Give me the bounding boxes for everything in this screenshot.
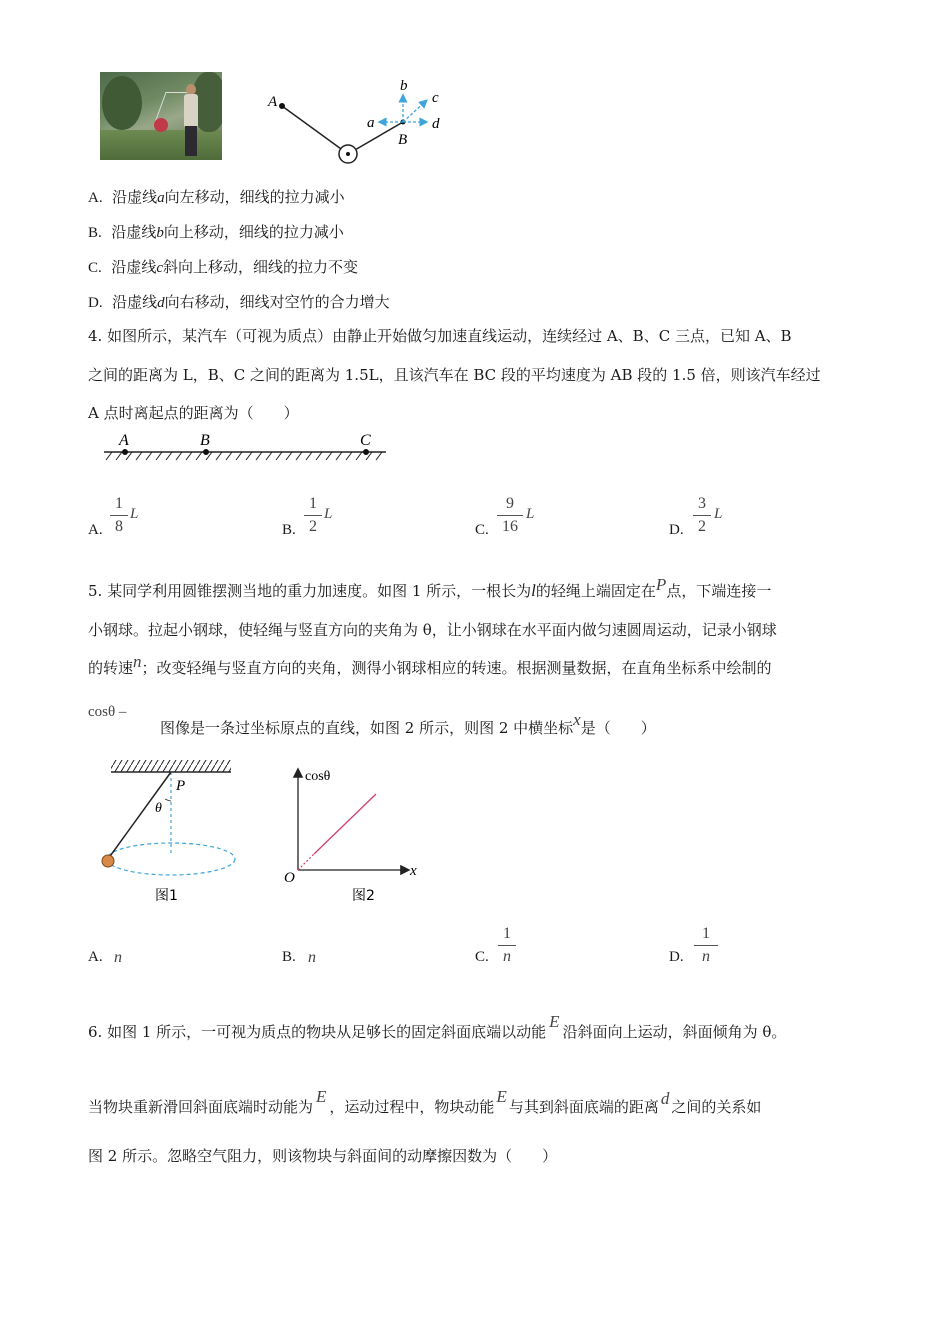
q6-stem-line3: 图 2 所示。忽略空气阻力，则该物块与斜面间的动摩擦因数为（ ） xyxy=(88,1147,558,1165)
cos-theta-graph-figure xyxy=(278,762,428,907)
label-d: d xyxy=(432,116,440,132)
fraction: 3 2 xyxy=(693,494,711,537)
ground-hatch-mark xyxy=(196,452,202,460)
ground-hatch-mark xyxy=(116,452,122,460)
point-B-dot xyxy=(203,449,209,455)
ground-hatch-mark xyxy=(376,452,382,460)
fraction: 9 16 xyxy=(497,494,523,537)
abc-track-diagram xyxy=(100,428,390,468)
q3-option-c[interactable]: C. 沿虚线c斜向上移动，细线的拉力不变 xyxy=(88,258,359,276)
label-B: B xyxy=(398,132,408,148)
fraction: 1 8 xyxy=(110,494,128,537)
fraction: 1 2 xyxy=(304,494,322,537)
ground-hatch-mark xyxy=(256,452,262,460)
fig1-caption: 图1 xyxy=(155,888,178,904)
fig2-origin: O xyxy=(284,870,295,886)
ground-hatch-mark xyxy=(146,452,152,460)
track-label-A: A xyxy=(119,432,129,449)
ground-hatch-mark xyxy=(186,452,192,460)
ground-hatch-mark xyxy=(316,452,322,460)
fig1-theta-label: θ xyxy=(155,801,162,816)
label-b: b xyxy=(400,78,408,94)
q3-option-a[interactable]: A. 沿虚线a向左移动，细线的拉力减小 xyxy=(88,188,345,206)
q3-option-d[interactable]: D. 沿虚线d向右移动，细线对空竹的合力增大 xyxy=(88,293,390,311)
ground-hatch-mark xyxy=(226,452,232,460)
q5-stem-line3: 的转速n；改变轻绳与竖直方向的夹角，测得小钢球相应的转速。根据测量数据，在直角坐标系中绘制的 xyxy=(88,652,772,677)
ground-hatch-mark xyxy=(296,452,302,460)
ground-hatch-mark xyxy=(276,452,282,460)
ground-hatch-mark xyxy=(106,452,112,460)
fig2-ylabel: cosθ xyxy=(305,769,331,784)
steel-ball xyxy=(102,855,114,867)
fig2-caption: 图2 xyxy=(352,888,375,904)
ground-hatch-mark xyxy=(286,452,292,460)
point-A-dot xyxy=(122,449,128,455)
q3-option-b[interactable]: B. 沿虚线b向上移动，细线的拉力减小 xyxy=(88,223,344,241)
q5-stem-line4: 图像是一条过坐标原点的直线，如图 2 所示，则图 2 中横坐标x是（ ） xyxy=(160,710,656,737)
label-A: A xyxy=(268,94,278,110)
fraction: 1 n xyxy=(498,924,516,967)
fig1-P-label: P xyxy=(176,778,186,794)
q4-stem-line3: A 点时离起点的距离为（ ） xyxy=(88,404,299,422)
q4-stem-line2: 之间的距离为 L，B、C 之间的距离为 1.5L，且该汽车在 BC 段的平均速度为 AB 段的 1.5 倍，则该汽车经过 xyxy=(88,366,821,384)
ground-hatch-mark xyxy=(356,452,362,460)
fraction: 1 n xyxy=(694,924,718,967)
graph-line xyxy=(314,794,376,854)
circular-path xyxy=(107,843,235,875)
ground-hatch-mark xyxy=(136,452,142,460)
yo-yo-photo xyxy=(100,72,222,160)
label-c: c xyxy=(432,90,439,106)
ground-hatch-mark xyxy=(346,452,352,460)
q6-stem-line1: 6. 如图 1 所示，一可视为质点的物块从足够长的固定斜面底端以动能E沿斜面向上运动，斜面倾角为 θ。 xyxy=(88,1012,787,1041)
ground-hatch-mark xyxy=(246,452,252,460)
ground-hatch-mark xyxy=(326,452,332,460)
point-a-dot xyxy=(279,103,285,109)
q5-cos-theta-label: cosθ – xyxy=(88,704,127,720)
q5-stem-line1: 5. 某同学利用圆锥摆测当地的重力加速度。如图 1 所示，一根长为l的轻绳上端固定在P点，下端连接一 xyxy=(88,575,772,600)
track-label-C: C xyxy=(360,432,371,449)
ground-hatch-mark xyxy=(156,452,162,460)
graph-line-dashed xyxy=(298,854,314,870)
track-label-B: B xyxy=(200,432,210,449)
label-a: a xyxy=(367,115,375,131)
q4-stem-line1: 4. 如图所示，某汽车（可视为质点）由静止开始做匀加速直线运动，连续经过 A、B、C 三点，已知 A、B xyxy=(88,327,792,345)
ground-hatch-mark xyxy=(336,452,342,460)
ground-hatch-mark xyxy=(216,452,222,460)
conical-pendulum-figure xyxy=(95,755,245,905)
q6-stem-line2: 当物块重新滑回斜面底端时动能为E，运动过程中，物块动能E与其到斜面底端的距离 d 之间的关系如 xyxy=(88,1087,762,1116)
arrow-c xyxy=(403,101,426,122)
ground-hatch-mark xyxy=(166,452,172,460)
q5-stem-line2: 小钢球。拉起小钢球，使轻绳与竖直方向的夹角为 θ，让小钢球在水平面内做匀速圆周运动，记录小钢球 xyxy=(88,621,777,639)
ground-hatch-mark xyxy=(266,452,272,460)
ground-hatch-mark xyxy=(306,452,312,460)
point-C-dot xyxy=(363,449,369,455)
string-left xyxy=(282,106,348,154)
string-direction-diagram xyxy=(260,72,460,172)
ground-hatch-mark xyxy=(176,452,182,460)
ground-hatch-mark xyxy=(236,452,242,460)
fig2-xlabel: x xyxy=(410,863,417,879)
